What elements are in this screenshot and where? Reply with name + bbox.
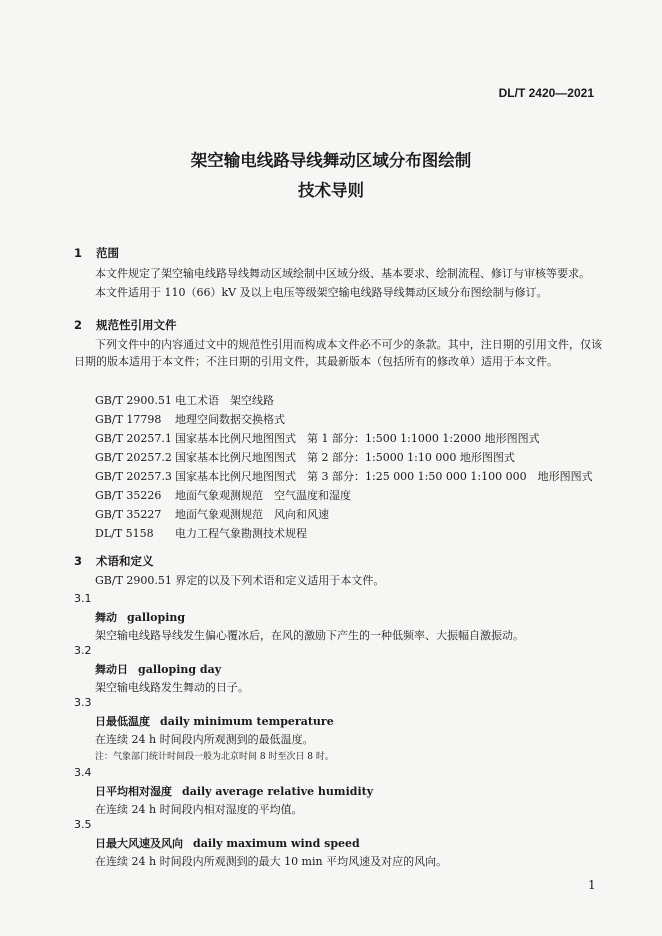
section-1-heading xyxy=(74,245,119,261)
term-definition: 在连续 24 h 时间段内所观测到的最大 10 min 平均风速及对应的风向。 xyxy=(95,855,448,868)
reference-title: 电工术语 架空线路 xyxy=(175,394,274,407)
reference-item xyxy=(95,487,351,503)
term-en: daily minimum temperature xyxy=(160,715,334,728)
reference-item xyxy=(95,506,329,522)
reference-code: DL/T 5158 xyxy=(95,527,154,540)
clause-number: 3.1 xyxy=(74,592,92,605)
term-definition: 在连续 24 h 时间段内相对湿度的平均值。 xyxy=(95,803,303,816)
reference-item xyxy=(95,525,307,541)
reference-title: 地面气象观测规范 风向和风速 xyxy=(175,508,329,521)
section-number: 3 xyxy=(74,554,83,568)
term-zh: 日平均相对湿度 xyxy=(95,785,172,798)
reference-item xyxy=(95,430,540,446)
reference-item xyxy=(95,392,274,408)
term-heading xyxy=(95,835,360,851)
scope-paragraph-1: 本文件规定了架空输电线路导线舞动区域绘制中区域分级、基本要求、绘制流程、修订与审核等要求。 xyxy=(95,267,590,280)
reference-code: GB/T 17798 xyxy=(95,413,162,426)
section-title: 范围 xyxy=(96,246,119,260)
reference-code: GB/T 2900.51 xyxy=(95,394,172,407)
reference-code: GB/T 20257.2 xyxy=(95,451,172,464)
reference-code: GB/T 35227 xyxy=(95,508,162,521)
term-heading xyxy=(95,661,221,677)
section-2-heading xyxy=(74,317,177,333)
section-title: 规范性引用文件 xyxy=(96,318,177,332)
term-zh: 日最大风速及风向 xyxy=(95,837,183,850)
section-3-heading xyxy=(74,553,154,569)
term-en: daily maximum wind speed xyxy=(193,837,360,850)
clause-number: 3.4 xyxy=(74,766,92,779)
document-title-line-1: 架空输电线路导线舞动区域分布图绘制 xyxy=(190,151,472,170)
reference-title: 国家基本比例尺地图图式 第 1 部分：1:500 1:1000 1:2000 地形图图式 xyxy=(175,432,540,445)
reference-title: 国家基本比例尺地图图式 第 3 部分：1:25 000 1:50 000 1:100 000 地形图图式 xyxy=(175,470,593,483)
term-definition: 在连续 24 h 时间段内所观测到的最低温度。 xyxy=(95,733,314,746)
term-note: 注：气象部门统计时间段一般为北京时间 8 时至次日 8 时。 xyxy=(95,752,334,762)
term-zh: 日最低温度 xyxy=(95,715,150,728)
reference-code: GB/T 20257.3 xyxy=(95,470,172,483)
term-zh: 舞动 xyxy=(95,611,117,624)
reference-title: 电力工程气象勘测技术规程 xyxy=(175,527,307,540)
normative-references-paragraph: 下列文件中的内容通过文中的规范性引用而构成本文件必不可少的条款。其中，注日期的引用文件，仅该日期的版本适用于本文件；不注日期的引用文件，其最新版本（包括所有的修改单）适用于本文件。 xyxy=(74,338,602,368)
scope-paragraph-2: 本文件适用于 110（66）kV 及以上电压等级架空输电线路导线舞动区域分布图绘制与修订。 xyxy=(95,286,548,299)
reference-item xyxy=(95,411,285,427)
page-number: 1 xyxy=(588,878,596,892)
clause-number: 3.3 xyxy=(74,696,92,709)
term-heading xyxy=(95,783,373,799)
standard-number: DL/T 2420—2021 xyxy=(498,86,594,100)
section-number: 1 xyxy=(74,246,83,260)
reference-title: 地理空间数据交换格式 xyxy=(175,413,285,426)
reference-code: GB/T 20257.1 xyxy=(95,432,172,445)
terms-intro: GB/T 2900.51 界定的以及下列术语和定义适用于本文件。 xyxy=(95,574,385,587)
reference-item xyxy=(95,449,515,465)
term-en: galloping day xyxy=(138,663,222,676)
term-heading xyxy=(95,713,334,729)
term-definition: 架空输电线路导线发生偏心覆冰后，在风的激励下产生的一种低频率、大振幅自激振动。 xyxy=(95,629,524,642)
reference-title: 国家基本比例尺地图图式 第 2 部分：1:5000 1:10 000 地形图图式 xyxy=(175,451,515,464)
section-number: 2 xyxy=(74,318,83,332)
term-definition: 架空输电线路发生舞动的日子。 xyxy=(95,681,249,694)
reference-code: GB/T 35226 xyxy=(95,489,162,502)
term-heading xyxy=(95,609,185,625)
term-en: daily average relative humidity xyxy=(182,785,374,798)
term-zh: 舞动日 xyxy=(95,663,128,676)
clause-number: 3.2 xyxy=(74,644,92,657)
clause-number: 3.5 xyxy=(74,818,92,831)
term-en: galloping xyxy=(127,611,186,624)
document-title-line-2: 技术导则 xyxy=(298,181,364,200)
reference-title: 地面气象观测规范 空气温度和湿度 xyxy=(175,489,351,502)
section-title: 术语和定义 xyxy=(96,554,154,568)
reference-item xyxy=(95,468,593,484)
